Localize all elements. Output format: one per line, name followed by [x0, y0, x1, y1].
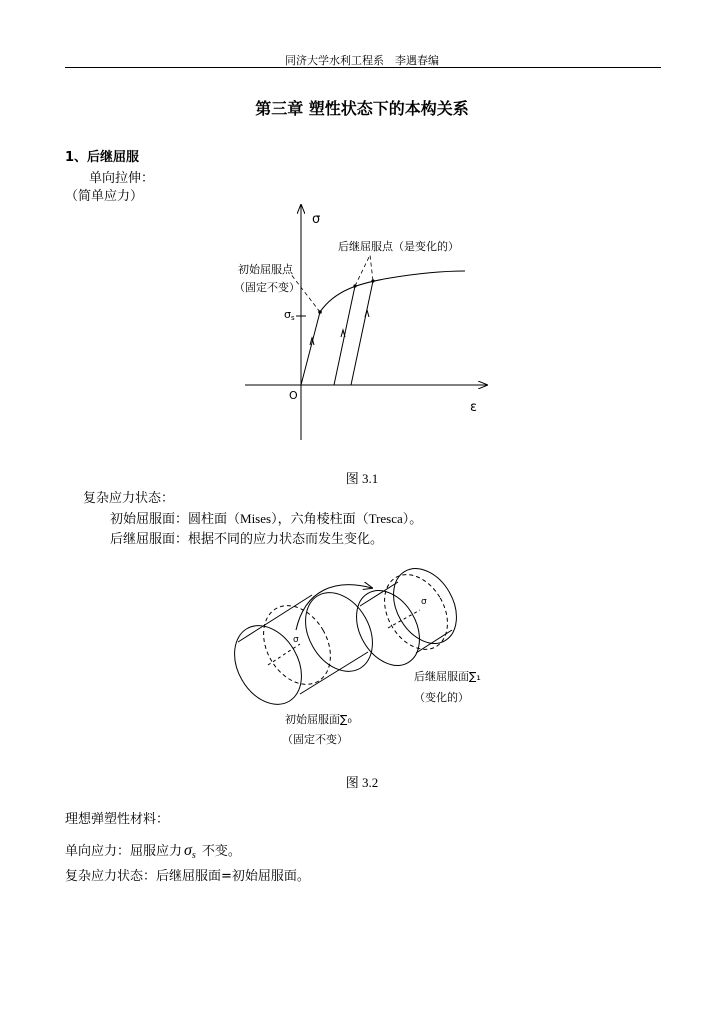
stress-strain-curve — [301, 271, 465, 385]
sigma-label-left: σ — [293, 635, 299, 645]
epsilon-axis-label: ε — [470, 400, 478, 415]
subsequent-surface-label-2: （变化的） — [414, 691, 469, 704]
initial-yield-surface-line: 初始屈服面：圆柱面（Mises），六角棱柱面（Tresca）。 — [110, 511, 423, 527]
sigma-s-label: σs — [284, 308, 295, 322]
complex-stress-line: 复杂应力状态：后继屈服面=初始屈服面。 — [65, 869, 310, 884]
ideal-material-heading: 理想弹塑性材料： — [65, 812, 170, 827]
subsequent-yield-label: 后继屈服点（是变化的） — [338, 240, 459, 253]
uniaxial-stress-line: 单向应力：屈服应力 $\sigma_s$ 不变。 — [65, 842, 241, 861]
chapter-title: 第三章 塑性状态下的本构关系 — [255, 99, 469, 118]
initial-yield-label-2: （固定不变） — [234, 281, 300, 294]
origin-label: O — [289, 389, 298, 402]
sigma-label-right: σ — [421, 597, 427, 607]
figure-3-1-caption: 图 3.1 — [345, 471, 379, 486]
figure-3-2 — [0, 560, 724, 760]
section-heading: 1、后继屈服 — [65, 150, 140, 165]
initial-surface-label-1: 初始屈服面∑₀ — [285, 713, 352, 726]
subsequent-yield-surface-line: 后继屈服面：根据不同的应力状态而发生变化。 — [110, 532, 384, 547]
initial-yield-label-1: 初始屈服点 — [238, 263, 293, 276]
subsequent-yield-leader — [355, 255, 373, 286]
subsequent-yield-cylinder — [344, 560, 469, 677]
figure-3-1 — [0, 195, 724, 455]
initial-surface-label-2: （固定不变） — [282, 733, 348, 746]
reload-line-2 — [351, 281, 373, 385]
simple-stress-label: （简单应力） — [65, 189, 144, 204]
arrow-mark-2 — [341, 330, 345, 337]
initial-yield-cylinder — [221, 581, 386, 717]
uniaxial-tension-label: 单向拉伸： — [89, 171, 155, 186]
header-rule — [65, 67, 661, 68]
sigma-axis-label: σ — [312, 212, 321, 227]
arrow-mark-3 — [365, 310, 369, 317]
page-header: 同济大学水利工程系 李遇春编 — [285, 54, 439, 67]
transition-arrow — [296, 585, 372, 630]
complex-stress-heading: 复杂应力状态： — [83, 491, 175, 506]
subsequent-surface-label-1: 后继屈服面∑₁ — [414, 670, 481, 683]
figure-3-2-caption: 图 3.2 — [345, 775, 379, 790]
